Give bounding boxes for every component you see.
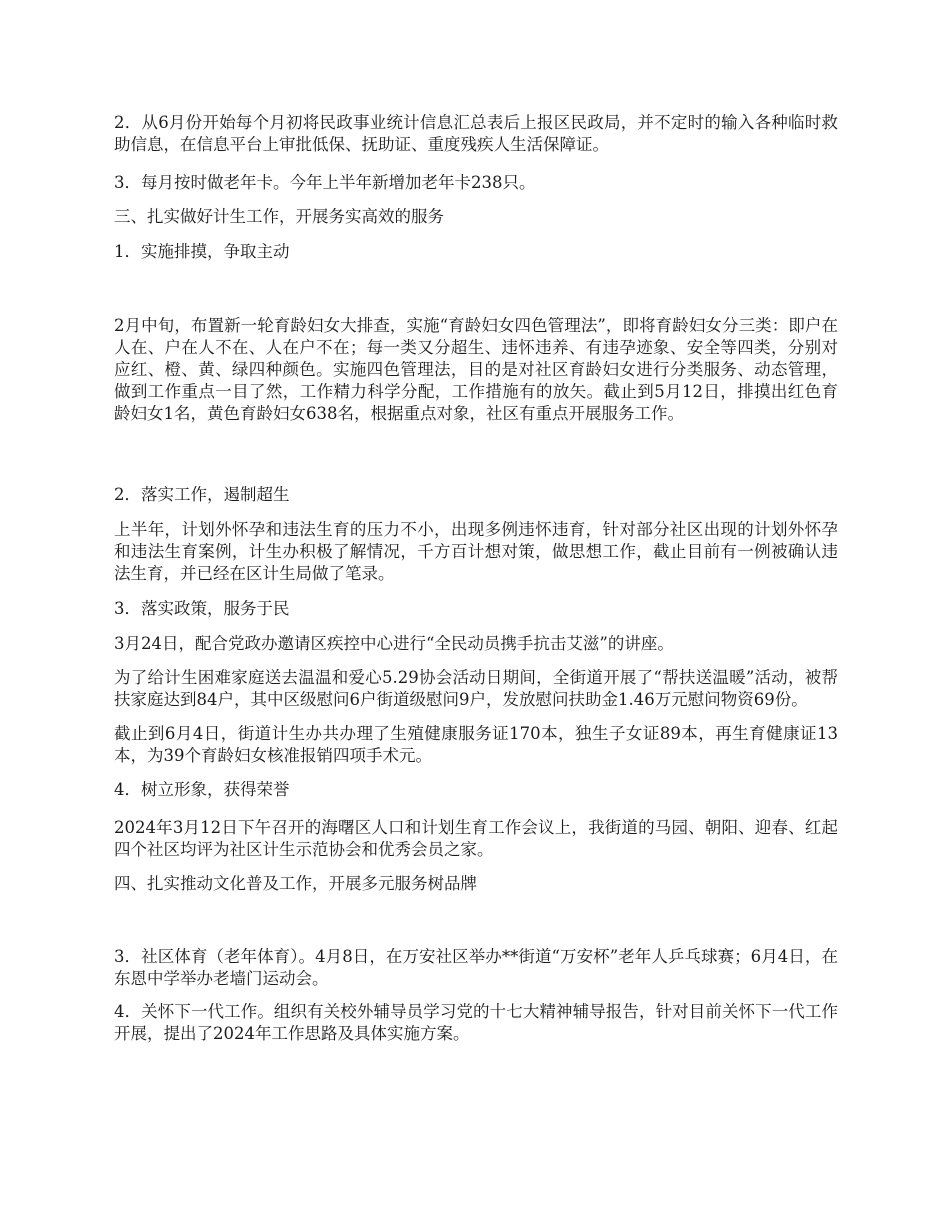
subheading-implementation: 2．落实工作，遏制超生 (114, 485, 290, 504)
paragraph-certificates: 截止到6月4日，街道计生办共办理了生殖健康服务证170本，独生子女证89本，再生育健康证13本，为39个育龄妇女核准报销四项手术元。 (114, 724, 838, 765)
subheading-honors: 4．树立形象，获得荣誉 (114, 780, 290, 799)
paragraph-assistance-activity: 为了给计生困难家庭送去温温和爱心5.29协会活动日期间，全街道开展了“帮扶送温暖”活动，被帮扶家庭达到84户，其中区级慰问6户街道级慰问9户，发放慰问扶助金1.46万元慰问物资69份。 (114, 668, 838, 709)
paragraph-four-color-management: 2月中旬，布置新一轮育龄妇女大排查，实施“育龄妇女四色管理法”，即将育龄妇女分三类：即户在人在、户在人不在、人在户不在；每一类又分超生、违怀违养、有违孕迹象、安全等四类，分别对应红、橙、黄、绿四种颜色。实施四色管理法，目的是对社区育龄妇女进行分类服务、动态管理，做到工作重点一目了然，工作精力科学分配，工作措施有的放矢。截止到5月12日，排摸出红色育龄妇女1名，黄色育龄妇女638名，根据重点对象，社区有重点开展服务工作。 (114, 316, 838, 423)
section-heading-culture: 四、扎实推动文化普及工作，开展多元服务树品牌 (114, 874, 477, 893)
paragraph-civil-affairs-reporting: 2．从6月份开始每个月初将民政事业统计信息汇总表后上报区民政局，并不定时的输入各种临时救助信息，在信息平台上审批低保、抚助证、重度残疾人生活保障证。 (114, 113, 838, 154)
paragraph-elderly-card: 3．每月按时做老年卡。今年上半年新增加老年卡238只。 (114, 173, 536, 192)
paragraph-next-generation: 4．关怀下一代工作。组织有关校外辅导员学习党的十七大精神辅导报告，针对目前关怀下一代工作开展，提出了2024年工作思路及具体实施方案。 (114, 1002, 838, 1043)
subheading-survey: 1．实施排摸，争取主动 (114, 242, 290, 261)
paragraph-illegal-births: 上半年，计划外怀孕和违法生育的压力不小，出现多例违怀违育，针对部分社区出现的计划外怀孕和违法生育案例，计生办积极了解情况，千方百计想对策，做思想工作，截止目前有一例被确认违法生育，并已经在区计生局做了笔录。 (114, 520, 838, 583)
subheading-policy-service: 3．落实政策，服务于民 (114, 599, 290, 618)
section-heading-family-planning: 三、扎实做好计生工作，开展务实高效的服务 (114, 207, 444, 226)
paragraph-demonstration-associations: 2024年3月12日下午召开的海曙区人口和计划生育工作会议上，我街道的马园、朝阳、迎春、红起四个社区均评为社区计生示范协会和优秀会员之家。 (114, 818, 838, 859)
paragraph-aids-lecture: 3月24日，配合党政办邀请区疾控中心进行“全民动员携手抗击艾滋”的讲座。 (114, 634, 674, 653)
paragraph-elderly-sports: 3．社区体育（老年体育）。4月8日，在万安社区举办**街道“万安杯”老年人乒乓球赛；6月4日，在东恩中学举办老墙门运动会。 (114, 947, 838, 988)
